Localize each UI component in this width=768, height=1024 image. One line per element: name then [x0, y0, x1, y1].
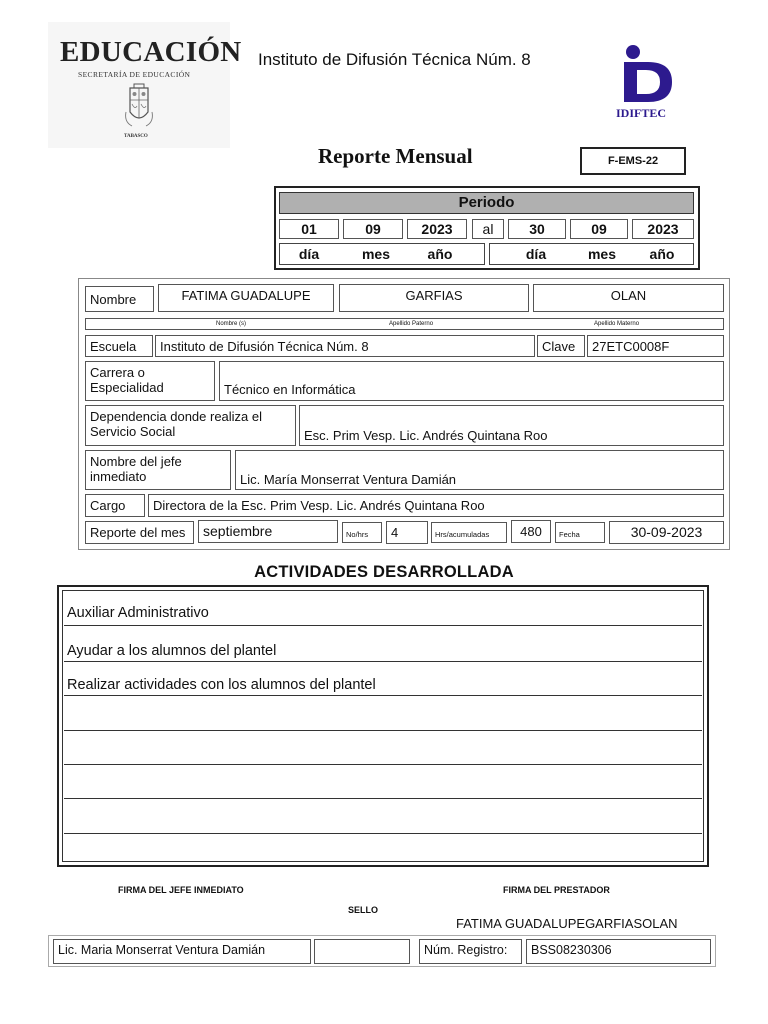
- caption-paternal: Apellido Paterno: [389, 321, 434, 327]
- first-names: FATIMA GUADALUPE: [158, 284, 334, 312]
- registry-value: BSS08230306: [526, 939, 711, 964]
- period-separator: al: [472, 219, 504, 239]
- period-from-year-label: año: [427, 246, 453, 262]
- period-from-month-label: mes: [361, 246, 391, 262]
- registry-label: Núm. Registro:: [419, 939, 522, 964]
- position-label: Cargo: [85, 494, 145, 517]
- dependency-label: Dependencia donde realiza el Servicio Social: [85, 405, 296, 446]
- dependency-value: Esc. Prim Vesp. Lic. Andrés Quintana Roo: [299, 405, 724, 446]
- career-label: Carrera o Especialidad: [85, 361, 215, 401]
- coat-of-arms-icon: [122, 82, 156, 130]
- state-label: TABASCO: [124, 134, 148, 139]
- activity-row: [64, 834, 702, 860]
- boss-label: Nombre del jefe inmediato: [85, 450, 231, 490]
- period-to-month-label: mes: [587, 246, 617, 262]
- idiftec-label: IDIFTEC: [616, 106, 667, 120]
- month-value: septiembre: [198, 520, 338, 543]
- hours-value: 4: [386, 521, 428, 544]
- secretaria-title: EDUCACIÓN: [60, 36, 242, 68]
- key-label: Clave: [537, 335, 585, 357]
- form-code: F-EMS-22: [580, 147, 686, 175]
- date-label: Fecha: [555, 522, 605, 543]
- period-from-year: 2023: [407, 219, 467, 239]
- last-name-paternal: GARFIAS: [339, 284, 529, 312]
- seal-box: [314, 939, 410, 964]
- caption-maternal: Apellido Materno: [594, 321, 640, 327]
- period-title: Periodo: [279, 192, 694, 214]
- activity-row: Realizar actividades con los alumnos del plantel: [64, 662, 702, 696]
- activity-row: [64, 799, 702, 834]
- period-from-day: 01: [279, 219, 339, 239]
- period-to-year-label: año: [649, 246, 675, 262]
- provider-name: FATIMA GUADALUPEGARFIASOLAN: [456, 916, 678, 931]
- seal-heading: SELLO: [348, 905, 379, 915]
- period-to-day-label: día: [525, 246, 547, 262]
- activity-row: Auxiliar Administrativo: [64, 592, 702, 626]
- secretaria-subtitle: SECRETARÍA DE EDUCACIÓN: [78, 70, 191, 79]
- activities-title: ACTIVIDADES DESARROLLADA: [254, 563, 514, 581]
- idiftec-logo-icon: [616, 44, 672, 104]
- career-value: Técnico en Informática: [219, 361, 724, 401]
- boss-signature-heading: FIRMA DEL JEFE INMEDIATO: [118, 885, 244, 895]
- school-label: Escuela: [85, 335, 153, 357]
- secretaria-logo: [48, 22, 242, 148]
- key-value: 27ETC0008F: [587, 335, 724, 357]
- period-to-month: 09: [570, 219, 628, 239]
- caption-names: Nombre (s): [216, 321, 247, 327]
- boss-value: Lic. María Monserrat Ventura Damián: [235, 450, 724, 490]
- institute-name: Instituto de Difusión Técnica Núm. 8: [258, 50, 531, 69]
- activity-row: [64, 765, 702, 799]
- accum-label: Hrs/acumuladas: [431, 522, 507, 543]
- boss-signature-name: Lic. Maria Monserrat Ventura Damián: [53, 939, 311, 964]
- report-title: Reporte Mensual: [318, 144, 473, 168]
- activity-row: Ayudar a los alumnos del plantel: [64, 626, 702, 662]
- period-to-year: 2023: [632, 219, 694, 239]
- provider-signature-heading: FIRMA DEL PRESTADOR: [503, 885, 610, 895]
- period-from-day-label: día: [298, 246, 320, 262]
- date-value: 30-09-2023: [609, 521, 724, 544]
- position-value: Directora de la Esc. Prim Vesp. Lic. Andrés Quintana Roo: [148, 494, 724, 517]
- period-from-month: 09: [343, 219, 403, 239]
- month-label: Reporte del mes: [85, 521, 194, 544]
- name-label: Nombre: [85, 286, 154, 312]
- last-name-maternal: OLAN: [533, 284, 724, 312]
- activity-row: [64, 731, 702, 765]
- period-to-day: 30: [508, 219, 566, 239]
- hours-label: No/hrs: [342, 522, 382, 543]
- accum-value: 480: [511, 520, 551, 543]
- activity-row: [64, 696, 702, 731]
- school-value: Instituto de Difusión Técnica Núm. 8: [155, 335, 535, 357]
